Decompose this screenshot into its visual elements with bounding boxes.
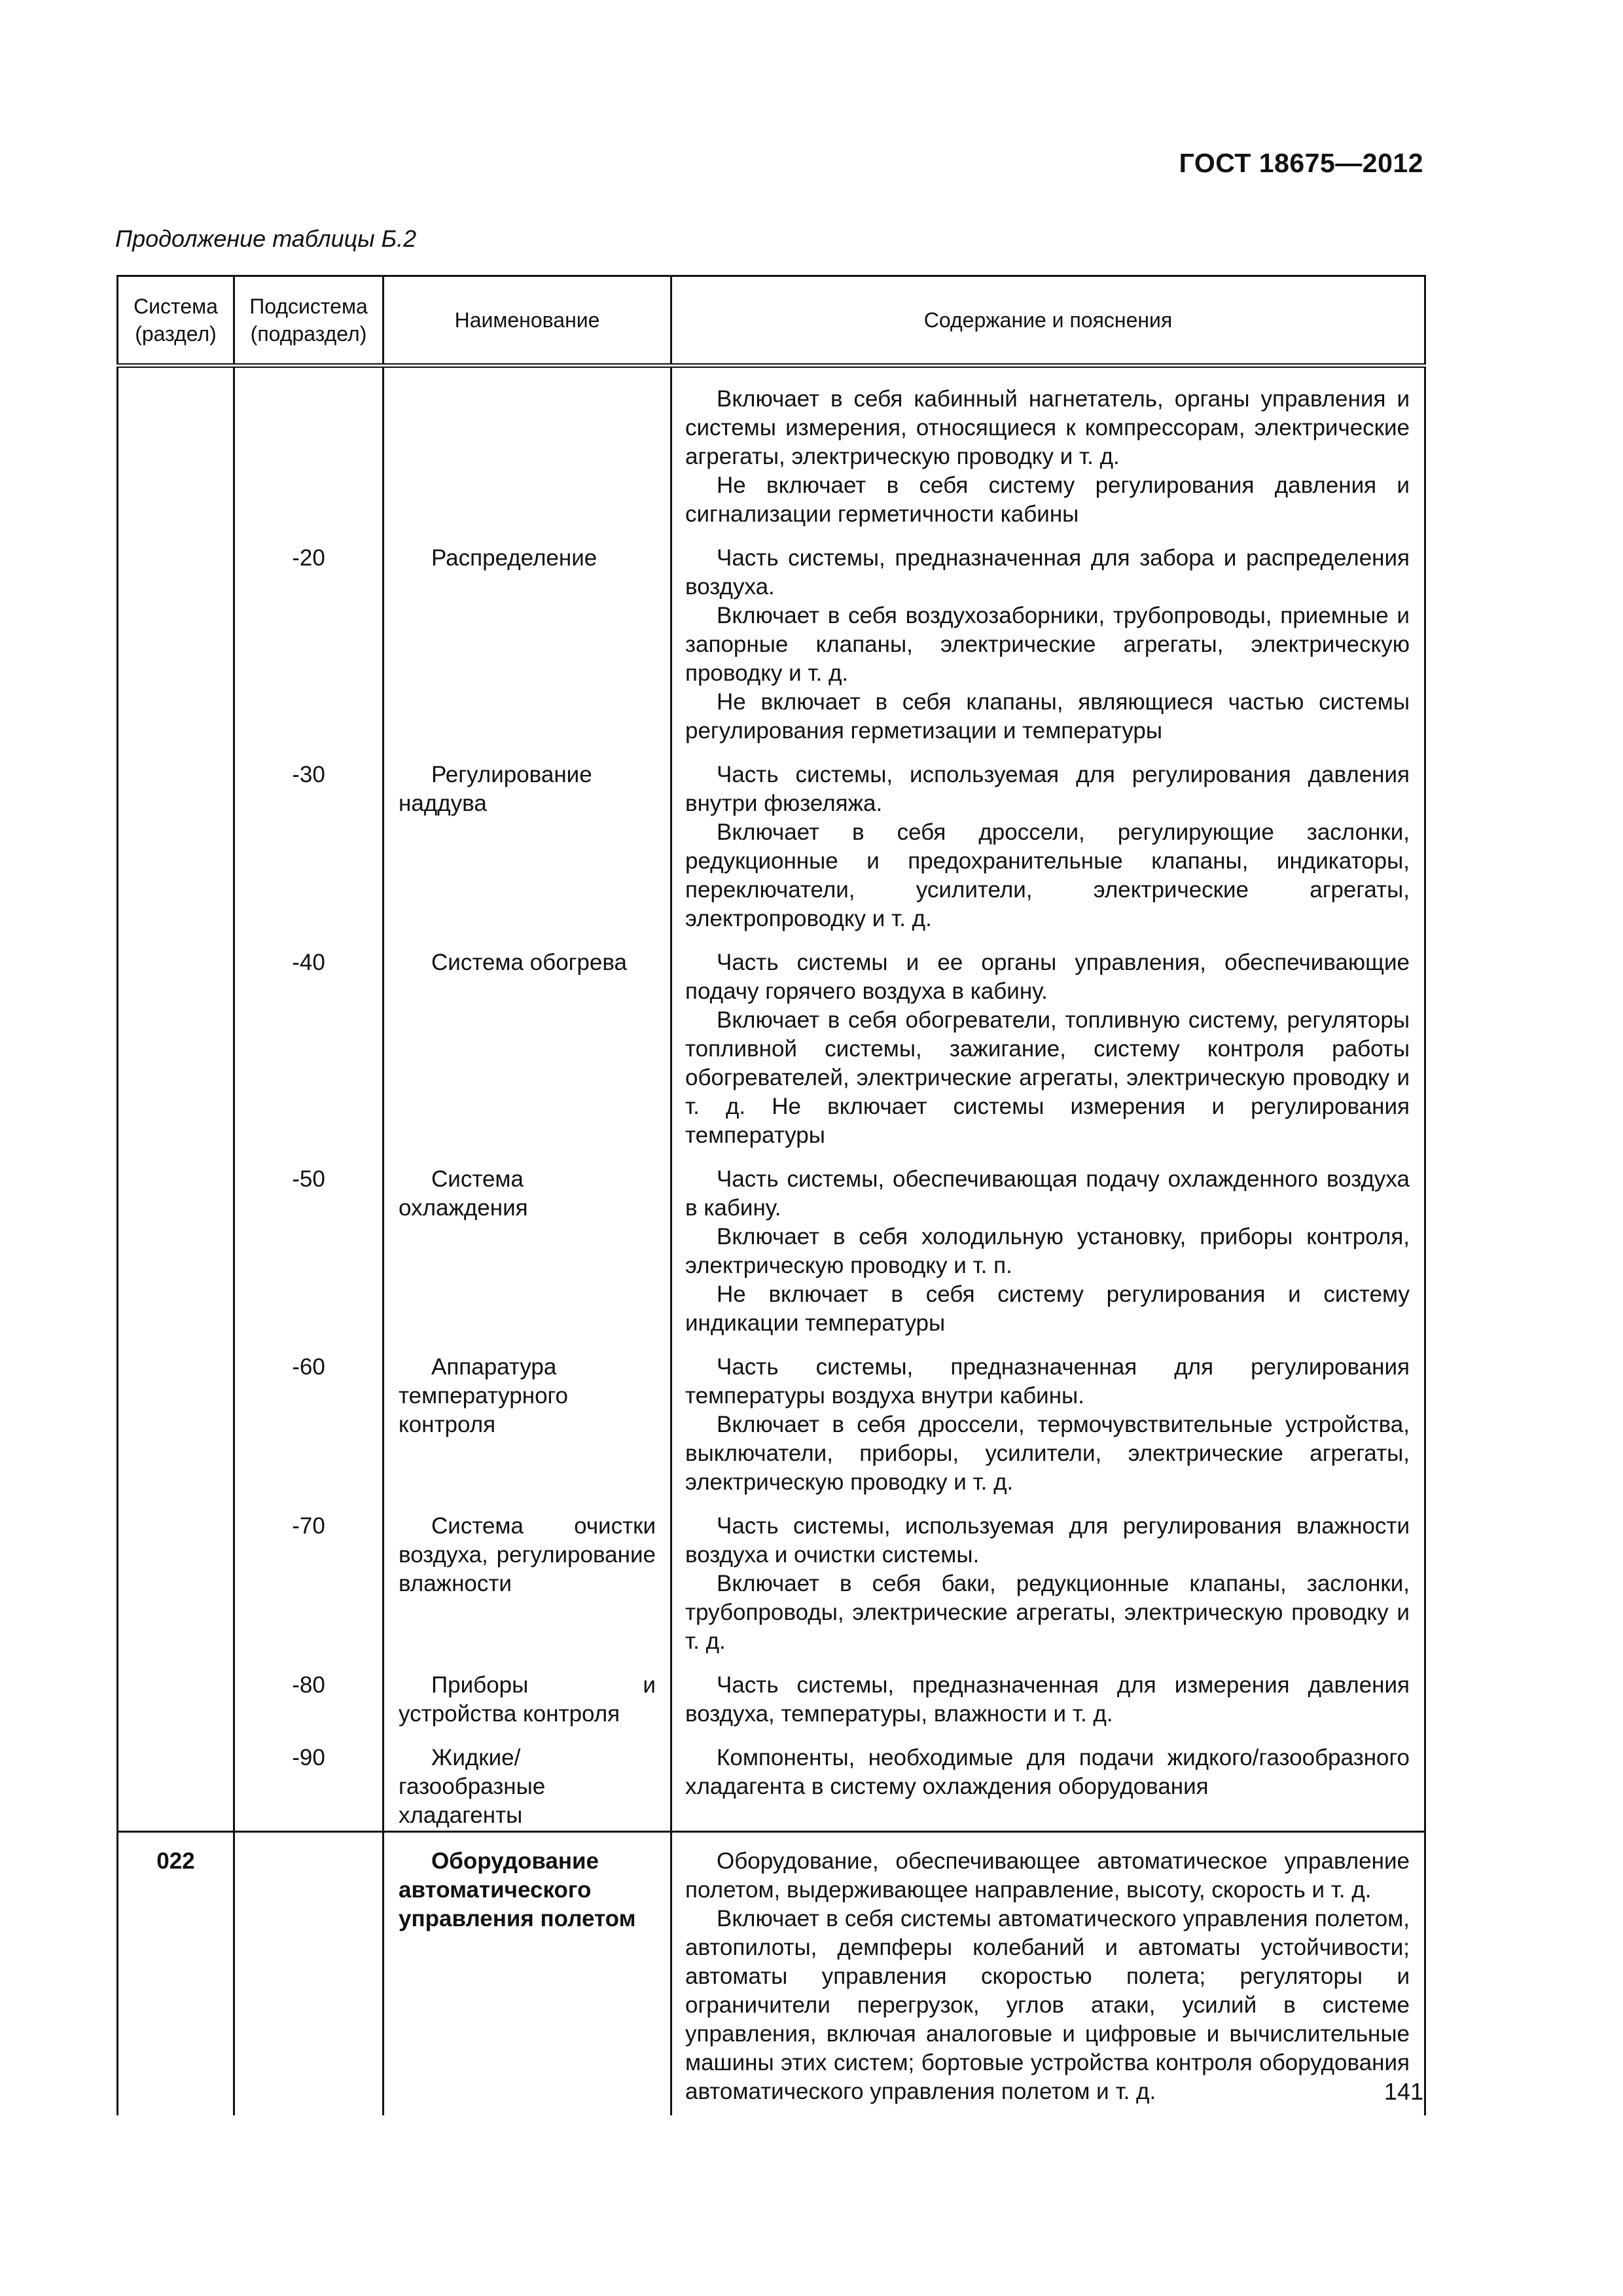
description-paragraph: Включает в себя системы автоматического управления полетом, автопилоты, демпферы колебаний и автоматы устойчивости; автоматы управления скоростью полета; регуляторы и ограничители перегрузок, углов атаки, усилий в системе управления, включая аналоговые и цифровые и вычислительные машины этих систем; бортовые устройства контроля оборудования автоматического управления полетом и т. д. — [685, 1906, 1410, 2104]
cell-description — [671, 934, 1425, 1151]
cell-name: Аппаратура температурного контроля — [383, 1338, 671, 1498]
description-paragraph: Оборудование, обеспечивающее автоматическое управление полетом, выдерживающее направление, высоту, скорость и т. д. — [685, 1848, 1410, 1903]
description-paragraph: Часть системы и ее органы управления, обеспечивающие подачу горячего воздуха в кабину. — [685, 950, 1410, 1004]
cell-subsystem — [234, 1832, 383, 2116]
cell-description — [671, 366, 1425, 530]
cell-system — [118, 366, 234, 530]
description-paragraph: Включает в себя воздухозаборники, трубопроводы, приемные и запорные клапаны, электрические агрегаты, электрическую проводку и т. д. — [685, 603, 1410, 686]
standard-header: ГОСТ 18675—2012 — [1179, 148, 1423, 178]
description-paragraph: Часть системы, предназначенная для забора и распределения воздуха. — [685, 545, 1410, 600]
cell-description — [671, 529, 1425, 746]
cell-subsystem: -80 — [234, 1657, 383, 1729]
table-row — [118, 1657, 1425, 1729]
description-paragraph: Включает в себя обогреватели, топливную систему, регуляторы топливной системы, зажигание, систему контроля работы обогревателей, электрические агрегаты, электрическую проводку и т. д. Не включает системы измерения и регулирования температуры — [685, 1007, 1410, 1148]
cell-description — [671, 1498, 1425, 1657]
table-row — [118, 366, 1425, 530]
cell-name: Система очистки воздуха, регулирование влажности — [383, 1498, 671, 1657]
table-row — [118, 1338, 1425, 1498]
cell-system — [118, 529, 234, 746]
cell-subsystem: -40 — [234, 934, 383, 1151]
description-paragraph: Не включает в себя систему регулирования давления и сигнализации герметичности кабины — [685, 473, 1410, 527]
header-subsystem: Подсистема (подраздел) — [234, 276, 383, 366]
cell-system — [118, 934, 234, 1151]
cell-section-name: Оборудование автоматического управления полетом — [383, 1832, 671, 2116]
header-system: Система (раздел) — [118, 276, 234, 366]
cell-subsystem — [234, 366, 383, 530]
description-paragraph: Часть системы, предназначенная для регулирования температуры воздуха внутри кабины. — [685, 1354, 1410, 1408]
header-content: Содержание и пояснения — [671, 276, 1425, 366]
cell-name — [383, 366, 671, 530]
table-row — [118, 1729, 1425, 1832]
cell-subsystem: -50 — [234, 1151, 383, 1338]
cell-description — [671, 1338, 1425, 1498]
table-row — [118, 1498, 1425, 1657]
cell-system-code: 022 — [118, 1832, 234, 2116]
description-paragraph: Компоненты, необходимые для подачи жидкого/газообразного хладагента в систему охлаждения оборудования — [685, 1745, 1410, 1799]
cell-system — [118, 746, 234, 934]
table-row — [118, 529, 1425, 746]
cell-name: Приборы и устройства контроля — [383, 1657, 671, 1729]
description-paragraph: Часть системы, предназначенная для измерения давления воздуха, температуры, влажности и т. д. — [685, 1672, 1410, 1727]
table-row-section — [118, 1832, 1425, 2116]
cell-system — [118, 1498, 234, 1657]
cell-system — [118, 1729, 234, 1832]
cell-subsystem: -30 — [234, 746, 383, 934]
cell-subsystem: -70 — [234, 1498, 383, 1657]
description-paragraph: Не включает в себя клапаны, являющиеся частью системы регулирования герметизации и температуры — [685, 689, 1410, 744]
classification-table — [116, 275, 1426, 2115]
cell-description — [671, 1657, 1425, 1729]
description-paragraph: Включает в себя дроссели, регулирующие заслонки, редукционные и предохранительные клапаны, индикаторы, переключатели, усилители, электрические агрегаты, электропроводку и т. д. — [685, 819, 1410, 931]
description-paragraph: Включает в себя холодильную установку, приборы контроля, электрическую проводку и т. п. — [685, 1224, 1410, 1278]
description-paragraph: Включает в себя баки, редукционные клапаны, заслонки, трубопроводы, электрические агрегаты, электрическую проводку и т. д. — [685, 1571, 1410, 1654]
cell-name: Жидкие/газообразные хладагенты — [383, 1729, 671, 1832]
table-header-row — [118, 276, 1425, 366]
cell-name: Система обогрева — [383, 934, 671, 1151]
description-paragraph: Включает в себя дроссели, термочувствительные устройства, выключатели, приборы, усилители, электрические агрегаты, электрическую проводку и т. д. — [685, 1412, 1410, 1495]
description-paragraph: Часть системы, используемая для регулирования влажности воздуха и очистки системы. — [685, 1513, 1410, 1568]
cell-description — [671, 746, 1425, 934]
cell-name: Регулирование наддува — [383, 746, 671, 934]
cell-subsystem: -90 — [234, 1729, 383, 1832]
description-paragraph: Включает в себя кабинный нагнетатель, органы управления и системы измерения, относящиеся к компрессорам, электрические агрегаты, электрическую проводку и т. д. — [685, 386, 1410, 469]
table-caption: Продолжение таблицы Б.2 — [115, 225, 417, 252]
cell-system — [118, 1151, 234, 1338]
description-paragraph: Не включает в себя систему регулирования и систему индикации температуры — [685, 1282, 1410, 1336]
header-name: Наименование — [383, 276, 671, 366]
cell-name: Система охлаждения — [383, 1151, 671, 1338]
cell-description — [671, 1729, 1425, 1832]
cell-name: Распределение — [383, 529, 671, 746]
description-paragraph: Часть системы, обеспечивающая подачу охлажденного воздуха в кабину. — [685, 1166, 1410, 1221]
cell-subsystem: -60 — [234, 1338, 383, 1498]
cell-subsystem: -20 — [234, 529, 383, 746]
table-row — [118, 1151, 1425, 1338]
description-paragraph: Часть системы, используемая для регулирования давления внутри фюзеляжа. — [685, 762, 1410, 816]
cell-description — [671, 1832, 1425, 2116]
cell-system — [118, 1657, 234, 1729]
cell-description — [671, 1151, 1425, 1338]
page-number: 141 — [1383, 2078, 1423, 2105]
table-row — [118, 934, 1425, 1151]
cell-system — [118, 1338, 234, 1498]
table-row — [118, 746, 1425, 934]
